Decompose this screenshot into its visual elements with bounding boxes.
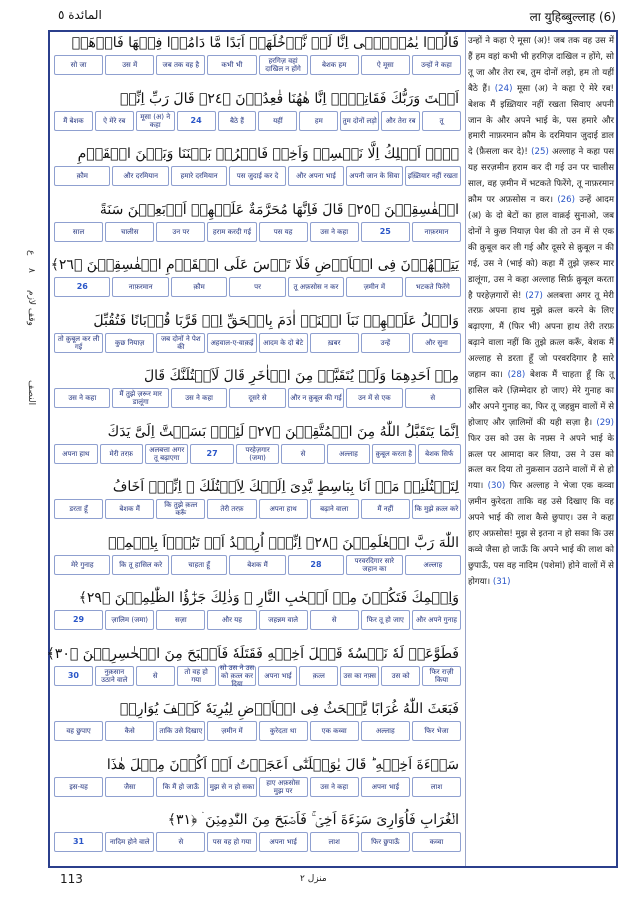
translation-verse-number: (25)	[531, 147, 549, 158]
word-meaning-cell: और सुना	[412, 333, 461, 353]
word-meaning-cell: से	[281, 444, 324, 464]
translation-verse-number: (27)	[525, 290, 543, 301]
word-meaning-cell: हम	[299, 111, 338, 131]
word-meaning-cell: उस ने कहा	[171, 388, 227, 408]
arabic-line: الۡفٰسِقِيۡنَ ﴿٢٥﴾ قَالَ فَاِنَّهَا مُحَرَّمَةٌ عَلَيۡهِمۡ اَرۡبَعِيۡنَ سَنَةً	[99, 201, 459, 218]
word-meaning-cell: मेरे गुनाह	[54, 555, 110, 575]
word-meaning-cell: ज़मीन में	[346, 277, 402, 297]
word-meaning-cell: मेरी तरफ़	[100, 444, 143, 464]
verse-line-block	[50, 365, 465, 409]
word-meaning-row	[50, 332, 465, 354]
word-meaning-cell: नुक़सान उठाने वाले	[95, 666, 134, 686]
word-meaning-cell: नादिम होने वाले	[105, 832, 154, 852]
half-mark: النصف	[26, 380, 36, 406]
word-meaning-row	[50, 165, 465, 187]
verse-line-block	[46, 643, 465, 688]
translation-verse-number: (31)	[492, 576, 511, 587]
word-meaning-cell: कुछ नियाज़	[105, 333, 154, 353]
word-meaning-cell: आदम के दो बेटे	[259, 333, 308, 353]
word-meaning-cell: अपना भाई	[259, 832, 308, 852]
word-meaning-cell: पस जुदाई कर दे	[229, 166, 285, 186]
word-meaning-cell: और यह	[207, 610, 256, 630]
word-meaning-row	[50, 276, 465, 298]
word-meaning-cell: से	[405, 388, 461, 408]
word-meaning-cell: मूसा (अ) ने कहा	[136, 111, 175, 131]
word-meaning-cell: से	[136, 666, 175, 686]
translation-verse-number: (24)	[494, 83, 513, 94]
translation-verse: मूसा (अ) ने कहा ऐ मेरे रब! बेशक मैं इख़्तियार नहीं रखता सिवाए अपनी जान के और अपने भाई के, पस हमारे और हमारी नाफ़रमान क़ौम के दरमियान जुदाई डाल दे (फ़ैसला कर दे)!	[468, 83, 614, 158]
verse-line-block	[50, 754, 465, 798]
word-meaning-cell: से	[310, 610, 359, 630]
word-meaning-cell: उस का नफ़्स	[340, 666, 379, 686]
word-meaning-cell: बेशक सिर्फ	[418, 444, 461, 464]
word-meaning-cell: उस में	[105, 55, 154, 75]
translation-verse-number: (30)	[487, 481, 506, 492]
verse-line-block	[50, 199, 465, 243]
word-meaning-cell: मुझ से न हो सका	[207, 777, 256, 797]
word-meaning-cell: अहवाल-ए-वाक़ई	[207, 333, 256, 353]
word-meaning-cell: तू	[422, 111, 461, 131]
word-meaning-cell: कव्वा	[412, 832, 461, 852]
word-meaning-cell: वह छुपाए	[54, 721, 103, 741]
word-meaning-cell: कि मुझे क़त्ल करे	[412, 499, 461, 519]
word-meaning-cell: से	[156, 832, 205, 852]
word-meaning-cell: नाफ़रमान	[112, 277, 168, 297]
verse-number: 28	[288, 555, 344, 575]
word-meaning-cell: अलबत्ता अगर तू बढ़ाएगा	[145, 444, 188, 464]
word-by-word-column	[46, 32, 466, 866]
word-meaning-cell: और अपने गुनाह	[412, 610, 461, 630]
word-meaning-row	[50, 110, 465, 132]
word-meaning-cell: हाए अफ़सोस मुझ पर	[259, 777, 308, 797]
word-meaning-cell: साल	[54, 222, 103, 242]
word-meaning-cell: ख़बर	[310, 333, 359, 353]
word-meaning-row	[50, 609, 465, 631]
verse-line-block	[50, 698, 465, 742]
word-meaning-row	[50, 554, 465, 576]
word-meaning-cell: उन में से एक	[346, 388, 402, 408]
translation-text	[468, 34, 614, 591]
word-meaning-cell: ताकि उसे दिखाए	[156, 721, 205, 741]
word-meaning-cell: दूसरे से	[229, 388, 285, 408]
surah-header: المائدة ٥	[58, 8, 102, 22]
verse-line-block	[50, 143, 465, 187]
word-meaning-row	[50, 221, 465, 243]
translation-verse: फिर अल्लाह ने भेजा एक कव्वा ज़मीन कुरेदता ताकि वह उसे दिखाए कि वह अपने भाई की लाश कैसे छुपाए। उस ने कहा हाए अफ़सोस! मुझ से इतना न हो सका कि उस कव्वे जैसा हो जाऊँ कि अपने भाई की लाश को छुपाऊँ, पस वह नादिम (पशेमां) होने वालों में से होगया।	[468, 481, 614, 587]
word-meaning-row	[50, 443, 465, 465]
word-meaning-cell: तू अफ़सोस न कर	[288, 277, 344, 297]
word-meaning-cell: सज़ा	[156, 610, 205, 630]
arabic-line: سَوۡءَةَ اَخِيۡهِ ‌ؕ قَالَ يٰوَيۡلَتٰٓى اَعَجَزۡتُ اَنۡ اَكُوۡنَ مِثۡلَ هٰذَا	[106, 756, 459, 773]
translation-verse: फिर उस को उस के नफ़्स ने अपने भाई के क़त्ल पर आमादा कर लिया, उस ने उस को क़त्ल कर दिया तो नुक़सान उठाने वालों में से हो गया।	[468, 433, 614, 492]
word-meaning-cell: लाश	[412, 777, 461, 797]
verse-number: 24	[177, 111, 216, 131]
para-header: ला युहिब्बुल्लाह (6)	[529, 10, 616, 24]
word-meaning-cell: पर	[229, 277, 285, 297]
word-meaning-cell: कभी भी	[207, 55, 256, 75]
word-meaning-row	[50, 776, 465, 798]
word-meaning-cell: फिर राज़ी किया	[422, 666, 461, 686]
word-meaning-cell: डरता हूँ	[54, 499, 103, 519]
arabic-line: لَاۤ اَمۡلِكُ اِلَّا نَفۡسِىۡ وَاَخِىۡ فَافۡرُقۡ بَيۡنَنَا وَبَيۡنَ الۡقَوۡمِ	[77, 146, 459, 162]
translation-verse: अल्लाह ने कहा पस यह सरज़मीन हराम कर दी गई उन पर चालीस साल, वह ज़मीन में भटकते फिरेंगे, तू नाफ़रमान क़ौम पर अफ़सोस न कर।	[468, 147, 615, 206]
verse-line-block	[50, 476, 465, 520]
word-meaning-cell: फिर छुपाऊँ	[361, 832, 410, 852]
translation-verse-number: (29)	[596, 417, 614, 428]
word-meaning-cell: इख़्तियार नहीं रखता	[405, 166, 461, 186]
word-meaning-cell: बढ़ाने वाला	[310, 499, 359, 519]
word-meaning-cell: बैठे हैं	[218, 111, 257, 131]
arabic-line: لِتَقۡتُلَنِىۡ مَاۤ اَنَا بِبَاسِطٍ يَّدِىَ اِلَيۡكَ لِاَقۡتُلَكَ ۚ اِنِّىۡۤ اَخَافُ	[112, 479, 459, 495]
translation-verse-number: (28)	[507, 370, 526, 381]
word-meaning-cell: बेशक मैं	[105, 499, 154, 519]
verse-line-block	[50, 310, 465, 354]
word-meaning-cell: कुरेदता था	[259, 721, 308, 741]
verse-line-block	[50, 421, 465, 465]
word-meaning-cell: क़ौम	[171, 277, 227, 297]
word-meaning-cell: ऐ मेरे रब	[95, 111, 134, 131]
translation-column	[468, 34, 614, 864]
word-meaning-cell: यहीं	[258, 111, 297, 131]
word-meaning-cell: सो जा	[54, 55, 103, 75]
word-meaning-cell: जैसा	[105, 777, 154, 797]
word-meaning-row	[50, 665, 465, 687]
verse-number: 26	[54, 277, 110, 297]
word-meaning-row	[50, 831, 465, 853]
arabic-line: اِنَّمَا يَتَقَبَّلُ اللّٰهُ مِنَ الۡمُتَّقِيۡنَ ﴿٢٧﴾ لَئِنۡۢ بَسَطۡتَّ اِلَىَّ يَدَكَ	[107, 423, 459, 440]
word-meaning-cell: पस यह	[259, 222, 308, 242]
verse-number: 30	[54, 666, 93, 686]
arabic-line: مِنۡ اَحَدِهِمَا وَلَمۡ يُتَقَبَّلۡ مِنَ الۡاٰخَرِ قَالَ لَاَقۡتُلَنَّكَ قَالَ	[143, 368, 459, 384]
arabic-line: يَتِيۡهُوۡنَ فِى الۡاَرۡضِ فَلَا تَاۡسَ عَلَى الۡقَوۡمِ الۡفٰسِقِيۡنَ ﴿٢٦﴾	[50, 257, 459, 273]
word-meaning-cell: अपना भाई	[361, 777, 410, 797]
arabic-line: فَبَعَثَ اللّٰهُ غُرَابًا يَّبۡحَثُ فِى الۡاَرۡضِ لِيُرِيَهٗ كَيۡفَ يُوَارِىۡ	[119, 701, 459, 717]
verse-number: 31	[54, 832, 103, 852]
word-meaning-cell: चाहता हूँ	[171, 555, 227, 575]
word-meaning-cell: तो क़ुबूल कर ली गई	[54, 333, 103, 353]
word-meaning-cell: पस वह हो गया	[207, 832, 256, 852]
word-meaning-row	[50, 54, 465, 76]
word-meaning-cell: उन पर	[156, 222, 205, 242]
word-meaning-cell: ऐ मूसा	[361, 55, 410, 75]
translation-verse: बेशक मैं चाहता हूँ कि तू हासिल करे (ज़िम्मेदार हो जाए) मेरे गुनाह का और अपने गुनाह का, फिर तू जहन्नुम वालों में से होजाए और ज़ालिमों की यही सज़ा है।	[468, 370, 615, 428]
word-meaning-cell: उस ने कहा	[54, 388, 110, 408]
word-meaning-cell: परहेज़गार (जमा)	[236, 444, 279, 464]
word-meaning-row	[50, 498, 465, 520]
arabic-line: فَطَوَّعَتۡ لَهٗ نَفۡسُهٗ قَتۡلَ اَخِيۡهِ فَقَتَلَهٗ فَاَصۡبَحَ مِنَ الۡخٰسِرِيۡنَ ﴿٣٠﴾	[46, 645, 459, 662]
word-meaning-cell: अपना भाई	[258, 666, 297, 686]
word-meaning-row	[50, 387, 465, 409]
translation-verse-number: (26)	[557, 195, 575, 206]
word-meaning-cell: और न क़ुबूल की गई	[288, 388, 344, 408]
word-meaning-cell: उस ने कहा	[310, 222, 359, 242]
word-meaning-cell: लाश	[310, 832, 359, 852]
word-meaning-cell: परवरदिगार सारे जहान का	[346, 555, 402, 575]
page-number: 113	[60, 872, 83, 886]
word-meaning-cell: अपना हाथ	[54, 444, 97, 464]
word-meaning-cell: बेशक हम	[310, 55, 359, 75]
word-meaning-cell: बेशक मैं	[229, 555, 285, 575]
arabic-line: وَاتۡلُ عَلَيۡهِمۡ نَبَاَ ابۡنَىۡ اٰدَمَ بِالۡحَقِّ اِذۡ قَرَّبَا قُرۡبَانًا فَتُقُبِّلَ	[93, 312, 459, 329]
word-meaning-cell: क़ुबूल करता है	[372, 444, 415, 464]
word-meaning-cell: फिर तू हो जाए	[361, 610, 410, 630]
word-meaning-cell: फिर भेजा	[412, 721, 461, 741]
arabic-line: قَالُوۡا يٰمُوۡسٰۤى اِنَّا لَنۡ نَّدۡخُلَهَاۤ اَبَدًا مَّا دَامُوۡا فِيۡهَا فَاذۡهَبۡ	[71, 35, 459, 51]
verse-line-block	[50, 254, 465, 298]
word-meaning-cell: और अपना भाई	[288, 166, 344, 186]
word-meaning-cell: भटकते फिरेंगे	[405, 277, 461, 297]
word-meaning-cell: अपनी जान के सिवा	[346, 166, 402, 186]
word-meaning-cell: तो वह हो गया	[177, 666, 216, 686]
word-meaning-cell: ज़मीन में	[207, 721, 256, 741]
verse-number: 27	[190, 444, 233, 464]
word-meaning-cell: जहन्नम वाले	[259, 610, 308, 630]
verse-line-block	[50, 88, 465, 132]
word-meaning-cell: उन्हों ने कहा	[412, 55, 461, 75]
word-meaning-cell: जब दोनों ने पेश की	[156, 333, 205, 353]
word-meaning-cell: अल्लाह	[327, 444, 370, 464]
word-meaning-cell: अल्लाह	[361, 721, 410, 741]
word-meaning-cell: उस को	[381, 666, 420, 686]
word-meaning-cell: नाफ़रमान	[412, 222, 461, 242]
arabic-line: الۡغُرَابِ فَاُوَارِىَ سَوۡءَةَ اَخِىۡ‌ ۚ فَاَصۡبَحَ مِنَ النّٰدِمِيۡنَ ۛ‌ ﴿٣١﴾	[167, 812, 459, 828]
word-meaning-cell: हराम करदी गई	[207, 222, 256, 242]
word-meaning-row	[50, 720, 465, 742]
word-meaning-cell: ज़ालिम (जमा)	[105, 610, 154, 630]
word-meaning-cell: चालीस	[105, 222, 154, 242]
word-meaning-cell: और तेरा रब	[381, 111, 420, 131]
ruku-number: ٨	[26, 268, 36, 273]
arabic-line: اَنۡتَ وَرَبُّكَ فَقَاتِلَاۤ اِنَّا هٰهُنَا قٰعِدُوۡنَ ﴿٢٤﴾ قَالَ رَبِّ اِنِّىۡ	[119, 90, 459, 107]
word-meaning-cell: कि तू हासिल करे	[112, 555, 168, 575]
word-meaning-cell: इस-यह	[54, 777, 103, 797]
verse-number: 29	[54, 610, 103, 630]
word-meaning-cell: हरगिज़ वहां दाखिल न होंगे	[259, 55, 308, 75]
word-meaning-cell: तुम दोनों लड़ो	[340, 111, 379, 131]
word-meaning-cell: कि मैं हो जाऊँ	[156, 777, 205, 797]
word-meaning-cell: जब तक वह है	[156, 55, 205, 75]
word-meaning-cell: क़त्ल	[299, 666, 338, 686]
word-meaning-cell: कैसे	[105, 721, 154, 741]
word-meaning-cell: अल्लाह	[405, 555, 461, 575]
verse-line-block	[50, 532, 465, 576]
word-meaning-cell: मैं नहीं	[361, 499, 410, 519]
verse-line-block	[50, 809, 465, 853]
word-meaning-cell: उस ने कहा	[310, 777, 359, 797]
translation-verse: अलबत्ता अगर तू मेरी तरफ़ अपना हाथ मुझे क़त्ल करने के लिए बढ़ाएगा, मैं (फिर भी) अपना हाथ तेरी तरफ़ बढ़ाने वाला नहीं कि तुझे क़त्ल करूँ, बेशक मैं अल्लाह से डरता हूँ जो परवरदिगार है सारे जहान का।	[468, 290, 614, 381]
verse-line-block	[50, 32, 465, 76]
word-meaning-cell: मैं बेशक	[54, 111, 93, 131]
word-meaning-cell: एक कव्वा	[310, 721, 359, 741]
arabic-line: وَاِثۡمِكَ فَتَكُوۡنَ مِنۡ اَصۡحٰبِ النَّارِ‌ ۚ وَذٰلِكَ جَزٰٓؤُا الظّٰلِمِيۡنَ ﴿٢٩﴾	[78, 590, 459, 606]
waqf-mark: وقف لازم	[26, 290, 36, 326]
word-meaning-cell: क़ौम	[54, 166, 110, 186]
word-meaning-cell: और दरमियान	[112, 166, 168, 186]
ruku-mark: ع	[26, 250, 36, 256]
translation-verse: उन्हें आदम (अ) के दो बेटों का हाल वाक़ई सुनाओ, जब दोनों ने कुछ नियाज़ पेश की तो उन में से एक की क़ुबूल कर ली गई और दूसरे से क़ुबूल न की गई, उस ने (भाई को) कहा मैं तुझे ज़रूर मार डालूंगा, उस ने कहा अल्लाह सिर्फ़ क़ुबूल करता है परहेज़गारों से!	[468, 195, 615, 301]
manzil-label: منزل ٢	[300, 874, 327, 884]
arabic-line: اللّٰهَ رَبَّ الۡعٰلَمِيۡنَ ﴿٢٨﴾ اِنِّىۡۤ اُرِيۡدُ اَنۡ تَبُوۡٓاَ بِاِثۡمِىۡ	[108, 534, 459, 551]
verse-number: 25	[361, 222, 410, 242]
verse-line-block	[50, 587, 465, 631]
word-meaning-cell: कि तुझे क़त्ल करूँ	[156, 499, 205, 519]
word-meaning-cell: हमारे दरमियान	[171, 166, 227, 186]
word-meaning-cell: अपना हाथ	[259, 499, 308, 519]
word-meaning-cell: मैं तुझे ज़रूर मार डालूंगा	[112, 388, 168, 408]
translation-verse: उन्हों ने कहा ऐ मूसा (अ)! जब तक वह उस में हैं हम वहां कभी भी हरगिज़ दाखिल न होंगे, सो तू जा और तेरा रब, तुम दोनों लड़ो, हम तो यहीं बैठे हैं।	[468, 36, 614, 94]
word-meaning-cell: उन्हें	[361, 333, 410, 353]
word-meaning-cell: तेरी तरफ़	[207, 499, 256, 519]
word-meaning-cell: सो उस ने उस को क़त्ल कर दिया	[218, 666, 257, 686]
